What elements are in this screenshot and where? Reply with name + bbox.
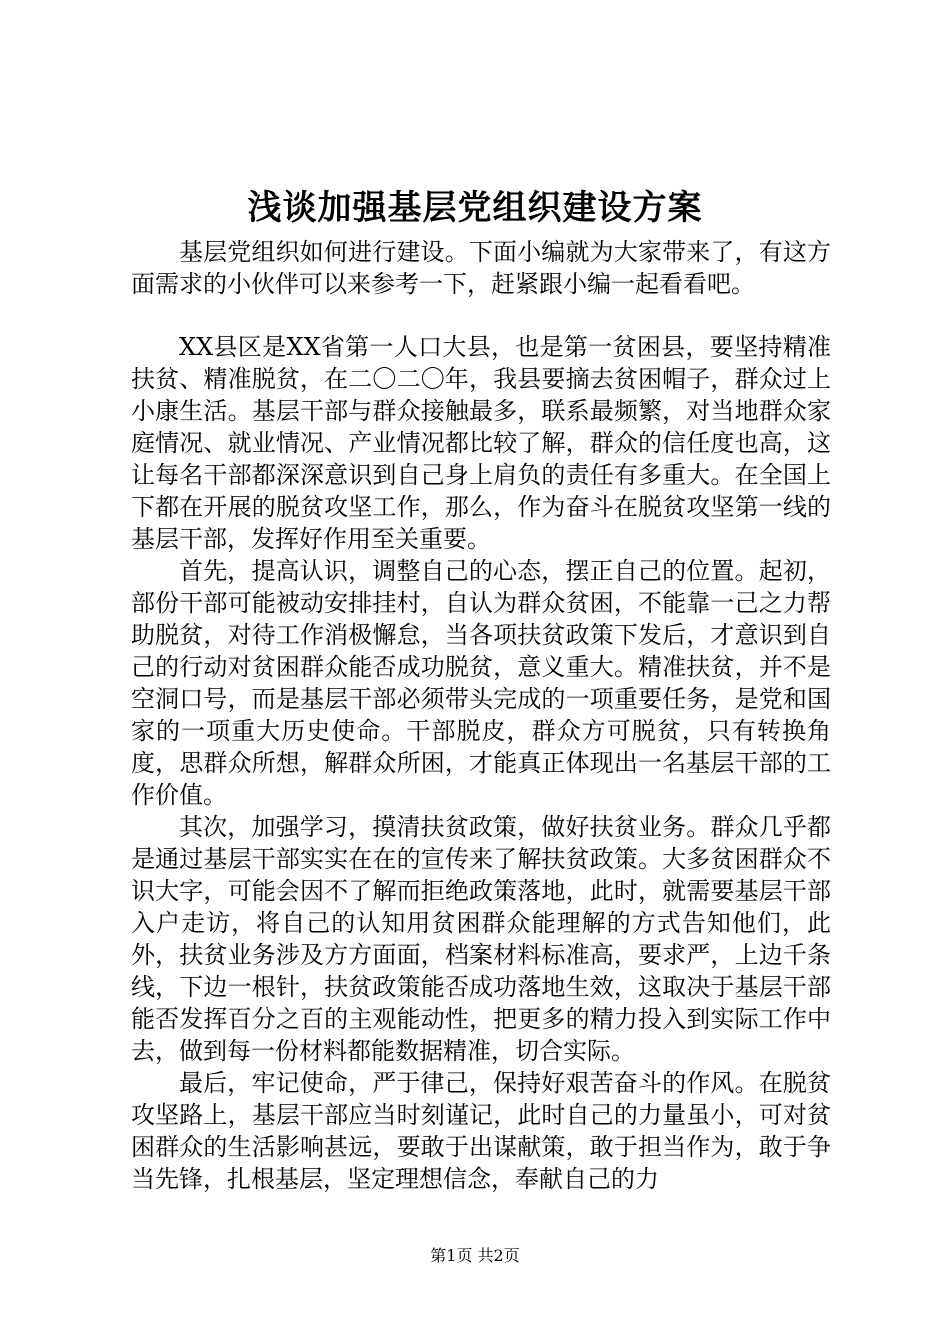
body-paragraph: 首先，提高认识，调整自己的心态，摆正自己的位置。起初，部份干部可能被动安排挂村，自认为群众贫困，不能靠一己之力帮助脱贫，对待工作消极懈怠，当各项扶贫政策下发后，才意识到自己的行动对贫困群众能否成功脱贫，意义重大。精准扶贫，并不是空洞口号，而是基层干部必须带头完成的一项重要任务，是党和国家的一项重大历史使命。干部脱皮，群众方可脱贫，只有转换角度，思群众所想，解群众所困，才能真正体现出一名基层干部的工作价值。 (131, 557, 831, 809)
document-body (131, 236, 831, 1195)
intro-paragraph: 基层党组织如何进行建设。下面小编就为大家带来了，有这方面需求的小伙伴可以来参考一下，赶紧跟小编一起看看吧。 (131, 238, 831, 298)
document-title: 浅谈加强基层党组织建设方案 (247, 188, 703, 228)
page-footer: 第1页 共2页 (430, 1246, 520, 1265)
body-paragraph: 最后，牢记使命，严于律己，保持好艰苦奋斗的作风。在脱贫攻坚路上，基层干部应当时刻谨记，此时自己的力量虽小，可对贫困群众的生活影响甚远，要敢于出谋献策，敢于担当作为，敢于争当先锋，扎根基层，坚定理想信念，奉献自己的力 (131, 1069, 831, 1193)
body-paragraph: XX县区是XX省第一人口大县，也是第一贫困县，要坚持精准扶贫、精准脱贫，在二〇二〇年，我县要摘去贫困帽子，群众过上小康生活。基层干部与群众接触最多，联系最频繁，对当地群众家庭情况、就业情况、产业情况都比较了解，群众的信任度也高，这让每名干部都深深意识到自己身上肩负的责任有多重大。在全国上下都在开展的脱贫攻坚工作，那么，作为奋斗在脱贫攻坚第一线的基层干部，发挥好作用至关重要。 (131, 333, 831, 553)
body-paragraph: 其次，加强学习，摸清扶贫政策，做好扶贫业务。群众几乎都是通过基层干部实实在在的宣传来了解扶贫政策。大多贫困群众不识大字，可能会因不了解而拒绝政策落地，此时，就需要基层干部入户走访，将自己的认知用贫困群众能理解的方式告知他们，此外，扶贫业务涉及方方面面，档案材料标准高，要求严，上边千条线，下边一根针，扶贫政策能否成功落地生效，这取决于基层干部能否发挥百分之百的主观能动性，把更多的精力投入到实际工作中去，做到每一份材料都能数据精准，切合实际。 (131, 813, 831, 1065)
